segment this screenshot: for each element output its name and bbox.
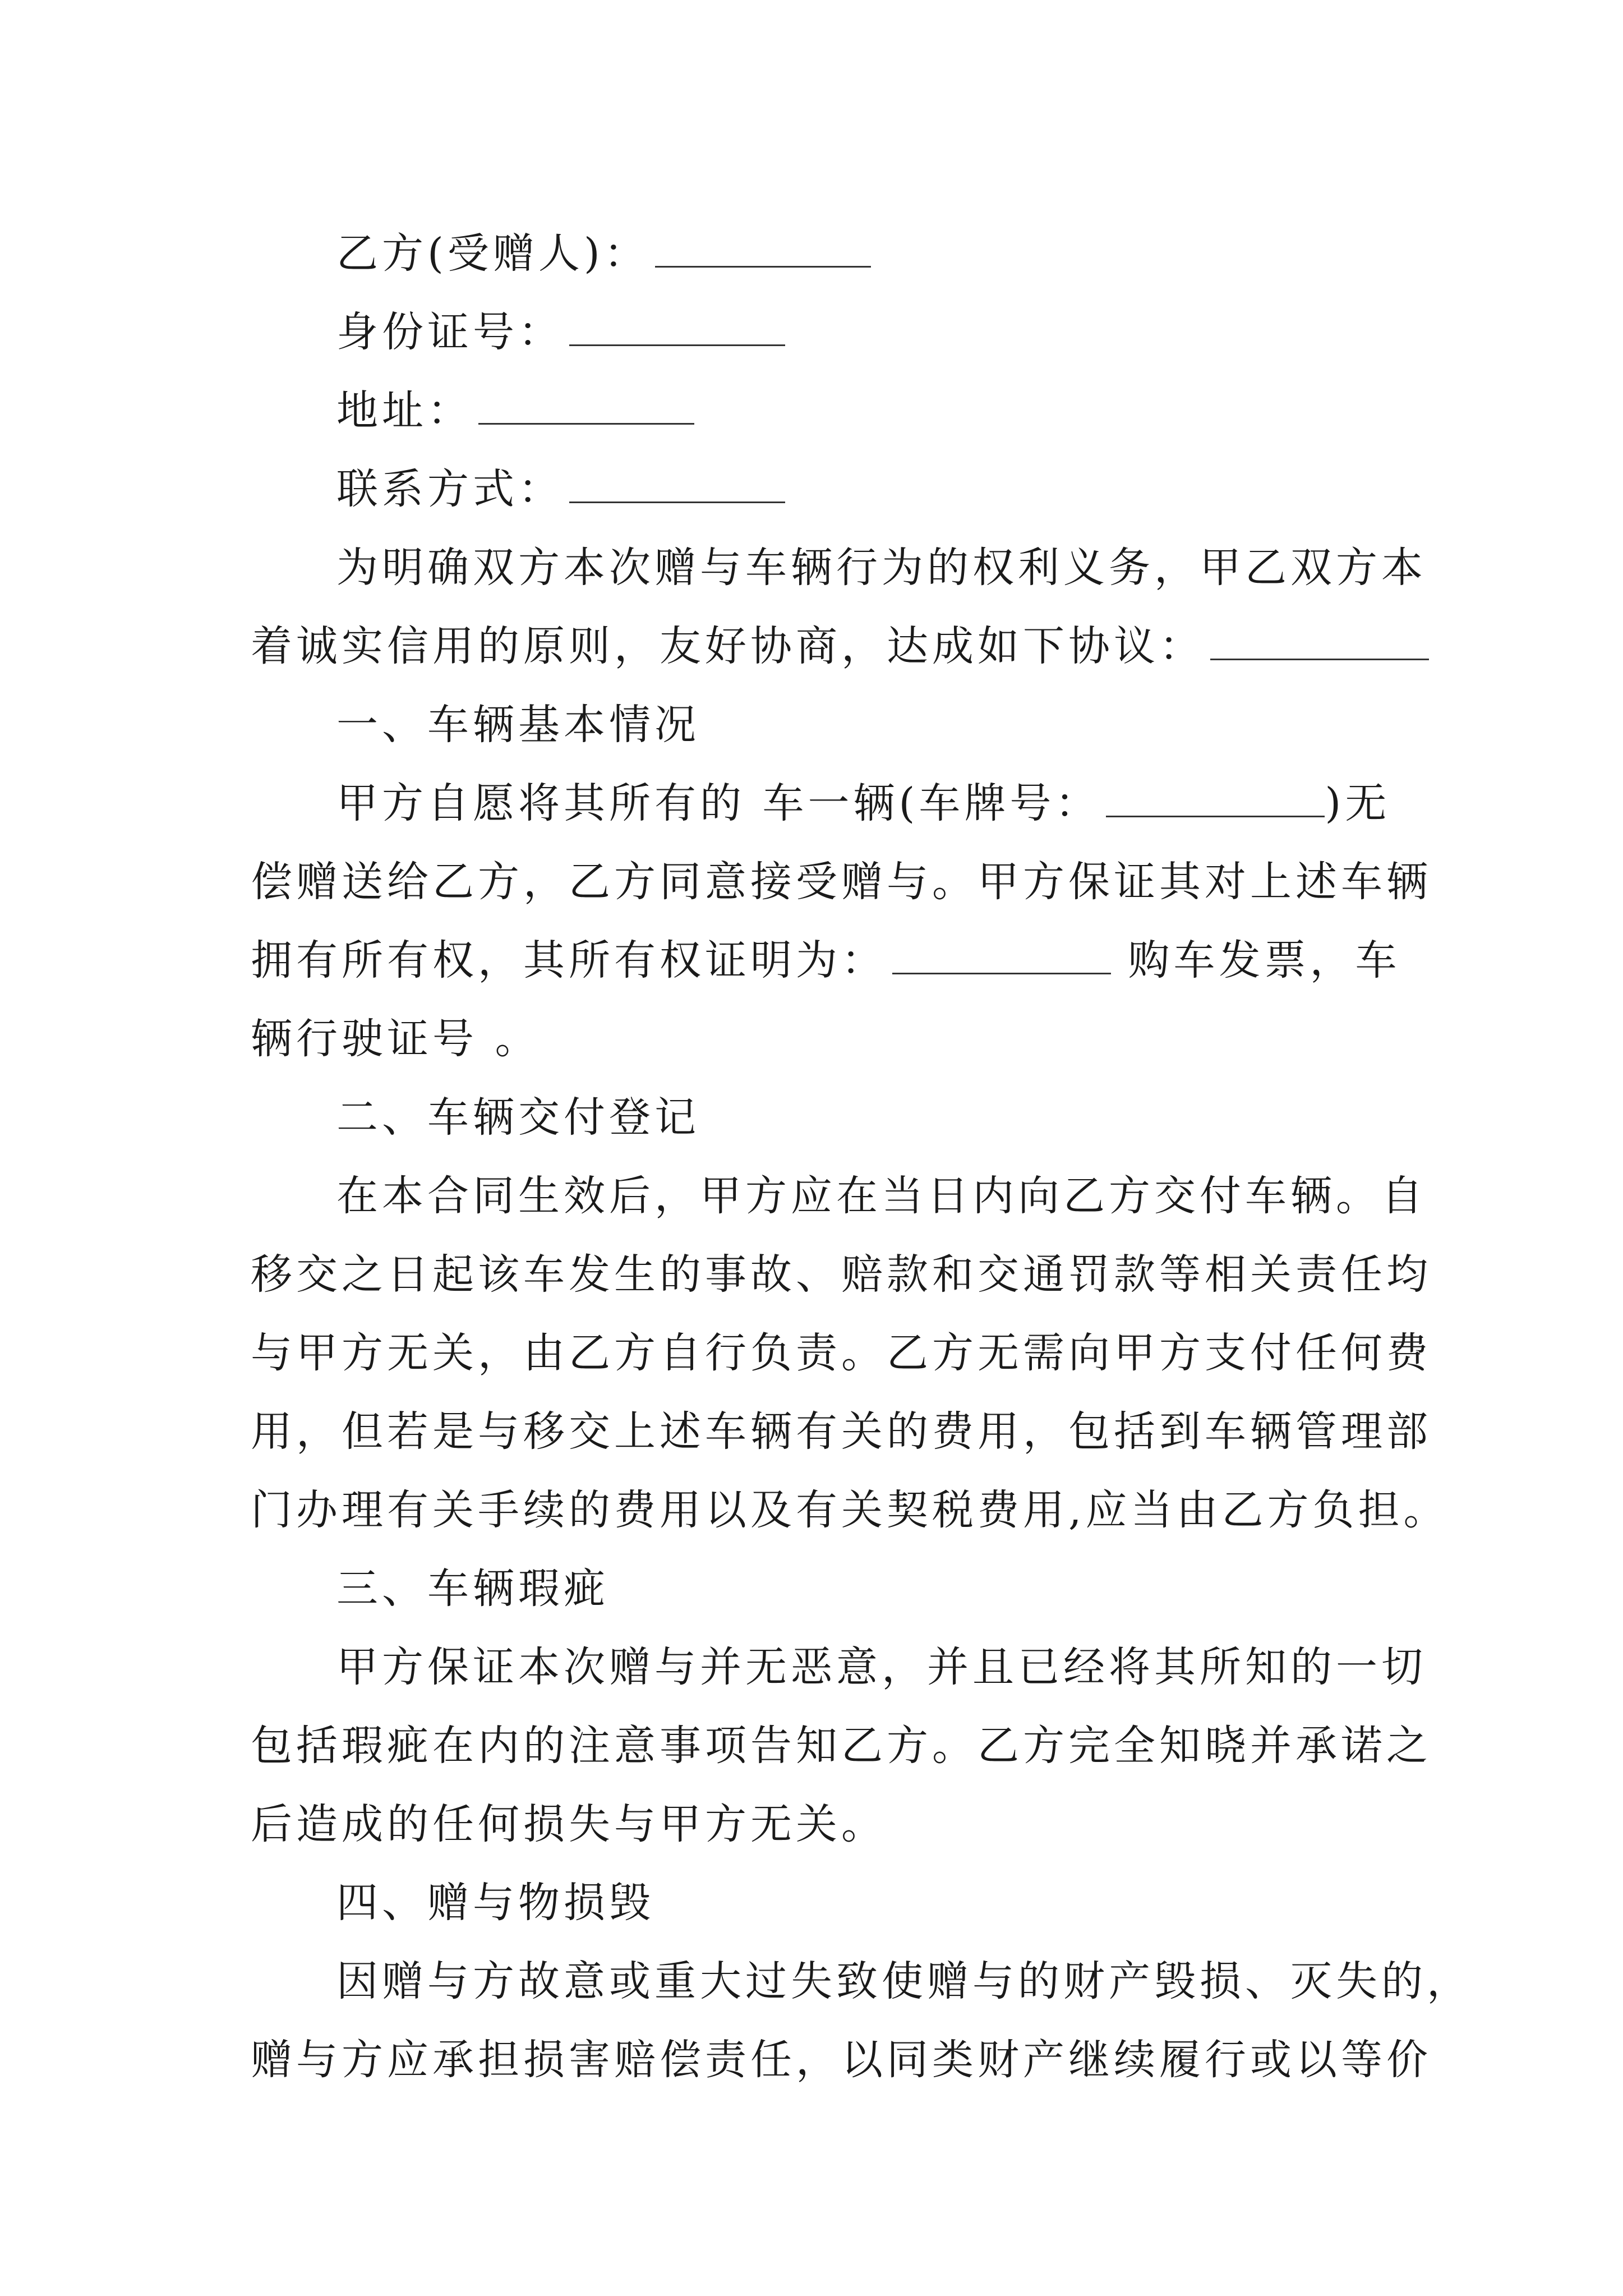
section-2-line-3: 与甲方无关，由乙方自行负责。乙方无需向甲方支付任何费 bbox=[251, 1329, 1432, 1377]
section-3-line-2: 包括瑕疵在内的注意事项告知乙方。乙方完全知晓并承诺之 bbox=[251, 1722, 1432, 1770]
section-4-heading: 四、赠与物损毁 bbox=[336, 1879, 654, 1927]
section-1-line-1 bbox=[251, 764, 1391, 843]
section-2-line-2: 移交之日起该车发生的事故、赔款和交通罚款等相关责任均 bbox=[251, 1250, 1432, 1299]
section-1-line-4: 辆行驶证号 。 bbox=[251, 1015, 541, 1063]
section-1-line-2: 偿赠送给乙方，乙方同意接受赠与。甲方保证其对上述车辆 bbox=[251, 858, 1432, 906]
document-body bbox=[251, 214, 1472, 2099]
section-2-heading: 二、车辆交付登记 bbox=[336, 1093, 700, 1142]
id-number-line bbox=[251, 293, 1378, 371]
section-2-line-1: 在本合同生效后，甲方应在当日内向乙方交付车辆。自 bbox=[336, 1172, 1427, 1220]
party-b-blank[interactable] bbox=[655, 227, 871, 268]
contact-line bbox=[251, 450, 1378, 528]
section-1-heading: 一、车辆基本情况 bbox=[336, 701, 700, 749]
preamble-line-1: 为明确双方本次赠与车辆行为的权利义务，甲乙双方本 bbox=[336, 544, 1427, 592]
section-2-line-4: 用，但若是与移交上述车辆有关的费用，包括到车辆管理部 bbox=[251, 1407, 1432, 1456]
section-2-line-5: 门办理有关手续的费用以及有关契税费用,应当由乙方负担。 bbox=[251, 1486, 1449, 1534]
ownership-proof-blank[interactable] bbox=[892, 933, 1111, 974]
section-3-line-1: 甲方保证本次赠与并无恶意，并且已经将其所知的一切 bbox=[336, 1643, 1427, 1691]
plate-number-blank[interactable] bbox=[1106, 776, 1325, 817]
section-4-line-1: 因赠与方故意或重大过失致使赠与的财产毁损、灭失的， bbox=[336, 1957, 1472, 2005]
contact-blank[interactable] bbox=[569, 462, 785, 503]
section-1-text-1a: 甲方自愿将其所有的 车一辆(车牌号： bbox=[336, 779, 1101, 827]
party-b-label: 乙方(受赠人)： bbox=[336, 229, 649, 278]
address-line bbox=[251, 371, 1378, 450]
party-b-line bbox=[251, 214, 1378, 293]
section-4-line-2: 赠与方应承担损害赔偿责任，以同类财产继续履行或以等价 bbox=[251, 2036, 1432, 2084]
section-3-heading: 三、车辆瑕疵 bbox=[336, 1565, 609, 1613]
preamble-text-2: 着诚实信用的原则，友好协商，达成如下协议： bbox=[251, 622, 1205, 670]
section-1-text-3a: 拥有所有权，其所有权证明为： bbox=[251, 936, 887, 984]
section-1-text-3b: 购车发票，车 bbox=[1128, 936, 1401, 984]
section-1-line-3 bbox=[251, 921, 1401, 1000]
address-label: 地址： bbox=[336, 386, 473, 435]
section-1-text-1b: )无 bbox=[1325, 779, 1391, 827]
id-number-blank[interactable] bbox=[569, 305, 785, 346]
section-3-line-3: 后造成的任何损失与甲方无关。 bbox=[251, 1800, 887, 1848]
contact-label: 联系方式： bbox=[336, 465, 564, 513]
preamble-line-2 bbox=[251, 607, 1378, 685]
address-blank[interactable] bbox=[478, 384, 694, 425]
id-number-label: 身份证号： bbox=[336, 308, 564, 356]
agreement-blank[interactable] bbox=[1210, 619, 1429, 660]
